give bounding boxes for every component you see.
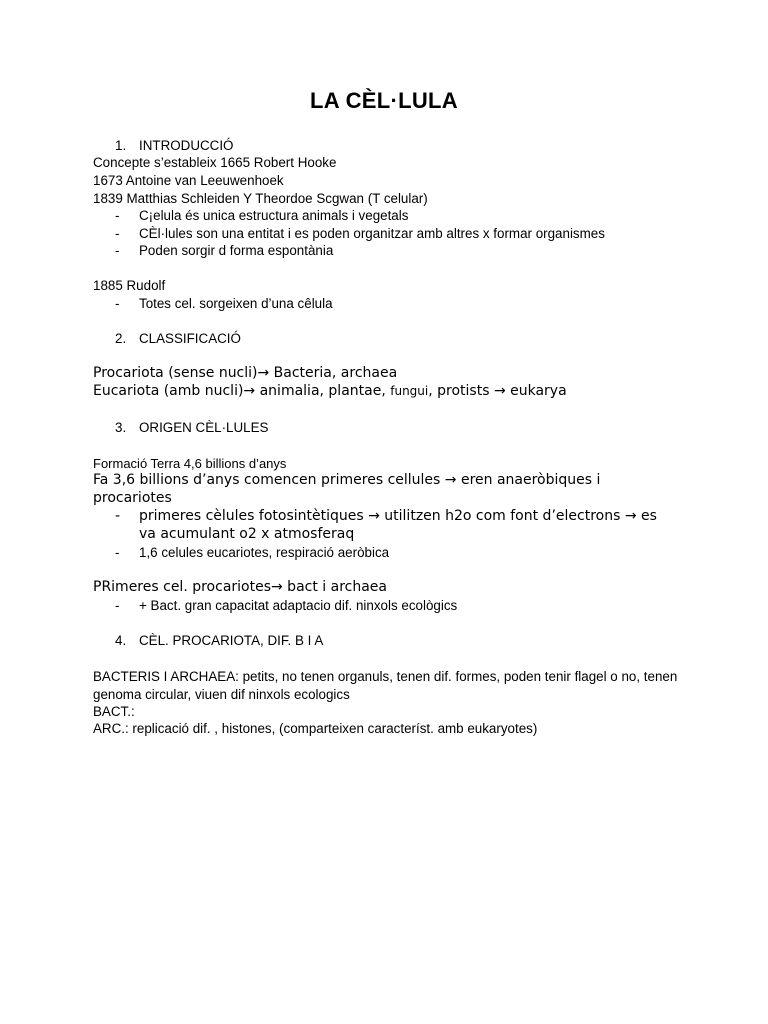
text-line: 1839 Matthias Schleiden Y Theordoe Scgwan (T celular) — [93, 191, 428, 206]
section-heading-origen: 3. ORIGEN CÈL·LULES — [115, 420, 269, 435]
text-line: ARC.: replicació dif. , histones, (comparteixen característ. amb eukaryotes) — [93, 721, 538, 736]
section-heading-procariota: 4. CÈL. PROCARIOTA, DIF. B I A — [115, 633, 324, 648]
text-line: BACT.: — [93, 704, 135, 719]
text-paragraph: Fa 3,6 billions d’anys comencen primeres cellules → eren anaeròbiques i procariotes — [93, 472, 601, 506]
section-heading-classificacio: 2. CLASSIFICACIÓ — [115, 331, 241, 346]
text-line: Formació Terra 4,6 billions d’anys — [93, 456, 287, 471]
text-line: PRimeres cel. procariotes→ bact i archaea — [93, 579, 387, 595]
text-paragraph: BACTERIS I ARCHAEA: petits, no tenen organuls, tenen dif. formes, poden tenir flagel o no, tenen genoma circular, viuen dif ninxols ecologics — [93, 669, 678, 702]
text-line: Procariota (sense nucli)→ Bacteria, archaea — [93, 365, 398, 381]
text-line: Concepte s’estableix 1665 Robert Hooke — [93, 155, 337, 170]
bullet-item: - CÈl·lules son una entitat i es poden organitzar amb altres x formar organismes — [115, 226, 605, 241]
bullet-item: - + Bact. gran capacitat adaptacio dif. ninxols ecològics — [115, 598, 458, 613]
section-heading-introduccio: 1. INTRODUCCIÓ — [115, 138, 234, 153]
bullet-item: - C¡elula és unica estructura animals i vegetals — [115, 208, 409, 223]
bullet-item: - Poden sorgir d forma espontània — [115, 243, 334, 258]
text-line: 1673 Antoine van Leeuwenhoek — [93, 173, 284, 188]
bullet-item: - Totes cel. sorgeixen d’una cêlula — [115, 296, 333, 311]
text-line: Eucariota (amb nucli)→ animalia, plantae, fungui, protists → eukarya — [93, 383, 567, 399]
text-line: 1885 Rudolf — [93, 278, 166, 293]
page-title: LA CÈL·LULA — [310, 88, 458, 113]
bullet-item: - 1,6 celules eucariotes, respiració aeròbica — [115, 545, 390, 560]
bullet-item: - primeres cèlules fotosintètiques → utilitzen h2o com font d’electrons → es va acumulant o2 x atmosferaq — [115, 508, 657, 542]
